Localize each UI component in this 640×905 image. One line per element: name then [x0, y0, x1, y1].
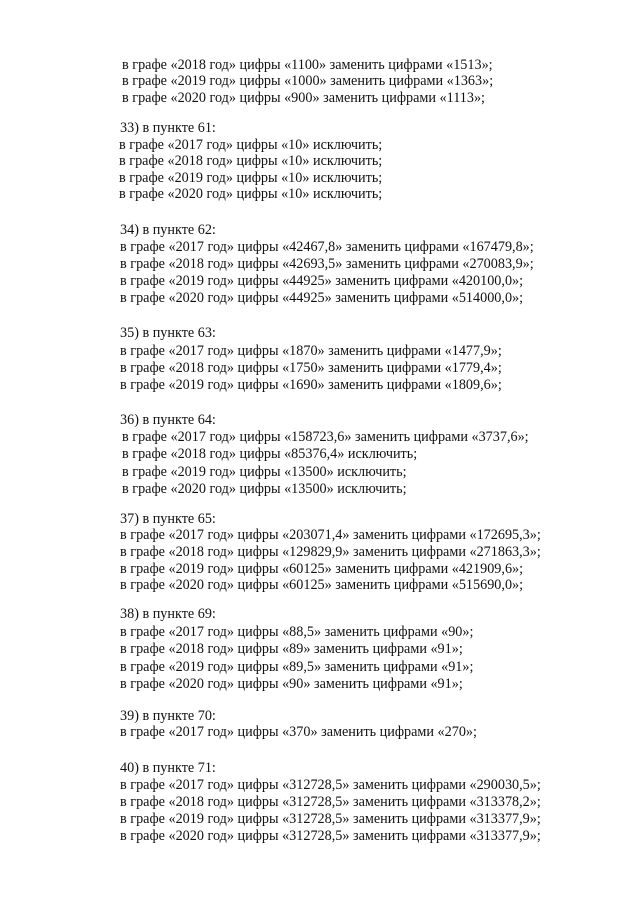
section-heading: 33) в пункте 61:: [120, 120, 216, 136]
amendment-line: в графе «2018 год» цифры «42693,5» заменить цифрами «270083,9»;: [120, 256, 534, 272]
amendment-line: в графе «2019 год» цифры «44925» заменить цифрами «420100,0»;: [120, 273, 524, 289]
section-heading: 35) в пункте 63:: [120, 325, 216, 341]
section-heading: 37) в пункте 65:: [120, 511, 216, 527]
amendment-line: в графе «2017 год» цифры «370» заменить цифрами «270»;: [120, 724, 477, 740]
amendment-line: в графе «2019 год» цифры «312728,5» заменить цифрами «313377,9»;: [120, 811, 541, 827]
section-heading: 39) в пункте 70:: [120, 708, 216, 724]
amendment-line: в графе «2018 год» цифры «312728,5» заменить цифрами «313378,2»;: [120, 794, 541, 810]
amendment-line: в графе «2017 год» цифры «158723,6» заменить цифрами «3737,6»;: [122, 429, 529, 445]
amendment-line: в графе «2018 год» цифры «10» исключить;: [119, 153, 383, 169]
amendment-line: в графе «2019 год» цифры «89,5» заменить цифрами «91»;: [120, 659, 474, 675]
amendment-line: в графе «2017 год» цифры «10» исключить;: [119, 137, 383, 153]
amendment-line: в графе «2019 год» цифры «1690» заменить цифрами «1809,6»;: [120, 377, 502, 393]
amendment-line: в графе «2018 год» цифры «1750» заменить цифрами «1779,4»;: [120, 360, 502, 376]
section-heading: 40) в пункте 71:: [120, 760, 216, 776]
amendment-line: в графе «2020 год» цифры «13500» исключить;: [122, 481, 407, 497]
amendment-line: в графе «2019 год» цифры «13500» исключить;: [122, 464, 407, 480]
amendment-line: в графе «2019 год» цифры «60125» заменить цифрами «421909,6»;: [120, 561, 524, 577]
amendment-line: в графе «2020 год» цифры «60125» заменить цифрами «515690,0»;: [120, 577, 524, 593]
section-heading: 38) в пункте 69:: [120, 606, 216, 622]
amendment-line: в графе «2017 год» цифры «1870» заменить цифрами «1477,9»;: [120, 343, 502, 359]
amendment-line: в графе «2017 год» цифры «312728,5» заменить цифрами «290030,5»;: [120, 777, 541, 793]
amendment-line: в графе «2018 год» цифры «1100» заменить цифрами «1513»;: [122, 57, 493, 73]
amendment-line: в графе «2019 год» цифры «1000» заменить цифрами «1363»;: [122, 73, 494, 89]
amendment-line: в графе «2018 год» цифры «129829,9» заменить цифрами «271863,3»;: [120, 544, 541, 560]
amendment-line: в графе «2018 год» цифры «85376,4» исключить;: [122, 446, 418, 462]
amendment-line: в графе «2020 год» цифры «900» заменить цифрами «1113»;: [122, 90, 485, 106]
amendment-line: в графе «2017 год» цифры «42467,8» заменить цифрами «167479,8»;: [120, 239, 534, 255]
amendment-line: в графе «2017 год» цифры «88,5» заменить цифрами «90»;: [120, 624, 474, 640]
amendment-line: в графе «2018 год» цифры «89» заменить цифрами «91»;: [120, 641, 463, 657]
amendment-line: в графе «2020 год» цифры «90» заменить цифрами «91»;: [120, 676, 463, 692]
amendment-line: в графе «2020 год» цифры «10» исключить;: [119, 186, 383, 202]
amendment-line: в графе «2020 год» цифры «44925» заменить цифрами «514000,0»;: [120, 290, 524, 306]
amendment-line: в графе «2017 год» цифры «203071,4» заменить цифрами «172695,3»;: [120, 527, 541, 543]
section-heading: 34) в пункте 62:: [120, 222, 216, 238]
section-heading: 36) в пункте 64:: [120, 412, 216, 428]
amendment-line: в графе «2019 год» цифры «10» исключить;: [119, 170, 383, 186]
amendment-line: в графе «2020 год» цифры «312728,5» заменить цифрами «313377,9»;: [120, 828, 541, 844]
